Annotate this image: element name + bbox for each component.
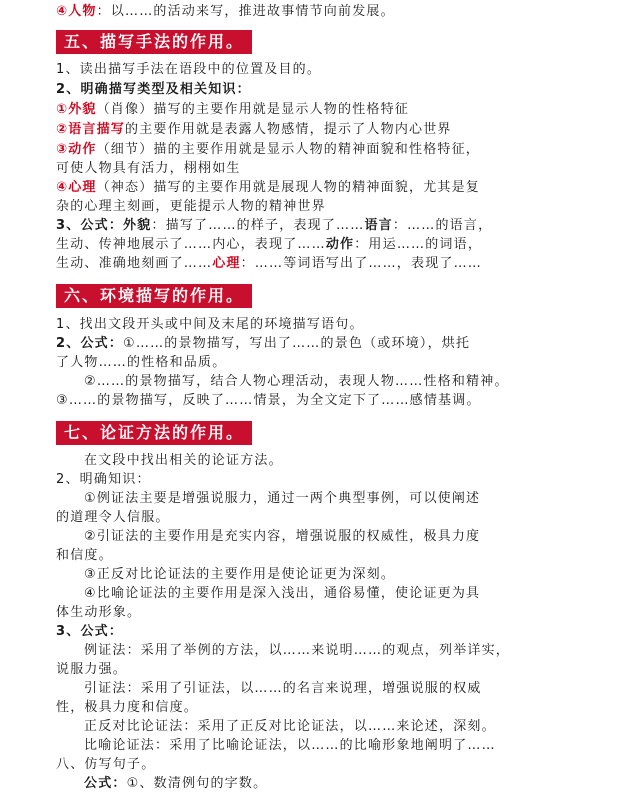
text-line: 2、明确知识： [56, 472, 151, 487]
red-keyword: ④心理 [56, 180, 97, 195]
text-line: ②语言描写的主要作用就是表露人物感情，提示了人物内心世界 [56, 122, 452, 137]
text-line: 3、公式：外貌：描写了……的样子，表现了……语言：……的语言， [56, 218, 493, 233]
text-line: 可使人物具有活力，栩栩如生 [56, 161, 241, 176]
red-keyword: ③动作 [56, 142, 97, 157]
text-line: ②……的景物描写，结合人物心理活动，表现人物……性格和精神。 [84, 374, 509, 389]
text-line: ②引证法的主要作用是充实内容，增强说服的权威性，极具力度 [84, 529, 481, 544]
text-line: 生动、传神地展示了……内心，表现了……动作：用运……的词语， [56, 237, 483, 252]
red-keyword: 心理 [212, 256, 241, 271]
text-line: 杂的心理主刻画，更能提示人物的精神世界 [56, 199, 326, 214]
text-line: 八、仿写句子。 [56, 757, 156, 772]
text-line: 1、读出描写手法在语段中的位置及目的。 [56, 62, 322, 77]
text-line: ④比喻论证法的主要作用是深入浅出，通俗易懂，使论证更为具 [84, 586, 481, 601]
text-line: 3、公式： [56, 624, 124, 639]
section-header-5: 五、描写手法的作用。 [56, 30, 252, 54]
text-line: 体生动形象。 [56, 605, 142, 620]
text-line: ①外貌（肖像）描写的主要作用就是显示人物的性格特征 [56, 102, 410, 117]
text-line: ③正反对比论证法的主要作用是使论证更为深刻。 [84, 567, 396, 582]
text-line: 2、明确描写类型及相关知识： [56, 82, 251, 97]
text-line: 的道理令人信服。 [56, 510, 170, 525]
section-header-7: 七、论证方法的作用。 [56, 421, 252, 445]
text-line: 引证法：采用了引证法，以……的名言来说理，增强说服的权威 [84, 681, 482, 696]
text-line: 1、找出文段开头或中间及末尾的环境描写语句。 [56, 317, 364, 332]
text-line: 和信度。 [56, 548, 113, 563]
text-line: ④心理（神态）描写的主要作用就是展现人物的精神面貌，尤其是复 [56, 180, 481, 195]
text-line: 说服力强。 [56, 662, 128, 677]
text-line: 2、公式：①……的景物描写，写出了……的景色（或环境），烘托 [56, 336, 471, 351]
red-keyword: ②语言描写 [56, 122, 126, 137]
text-line: ③动作（细节）描的主要作用就是显示人物的精神面貌和性格特征， [56, 142, 481, 157]
text-line: 在文段中找出相关的论证方法。 [84, 453, 283, 468]
red-keyword: ④人物 [56, 4, 97, 19]
text-line: 生动、准确地刻画了……心理：……等词语写出了……，表现了…… [56, 256, 483, 271]
text-line: 公式：①、数清例句的字数。 [84, 776, 268, 791]
red-keyword: ①外貌 [56, 102, 97, 117]
text-line: 了人物……的性格和品质。 [56, 355, 227, 370]
text-line: ④人物：以……的活动来写，推进故事情节向前发展。 [56, 4, 395, 19]
text-line: 比喻论证法：采用了比喻论证法，以……的比喻形象地阐明了…… [84, 738, 496, 753]
section-header-6: 六、环境描写的作用。 [56, 284, 252, 308]
text-line: 性，极具力度和信度。 [56, 700, 199, 715]
text-line: 正反对比论证法：采用了正反对比论证法，以……来论述，深刻。 [84, 719, 496, 734]
text-line: ①例证法主要是增强说服力，通过一两个典型事例，可以使阐述 [84, 491, 481, 506]
text-line: ③……的景物描写，反映了……情景，为全文定下了……感情基调。 [56, 393, 481, 408]
text-line: 例证法：采用了举例的方法，以……来说明……的观点，列举详实， [84, 643, 511, 658]
